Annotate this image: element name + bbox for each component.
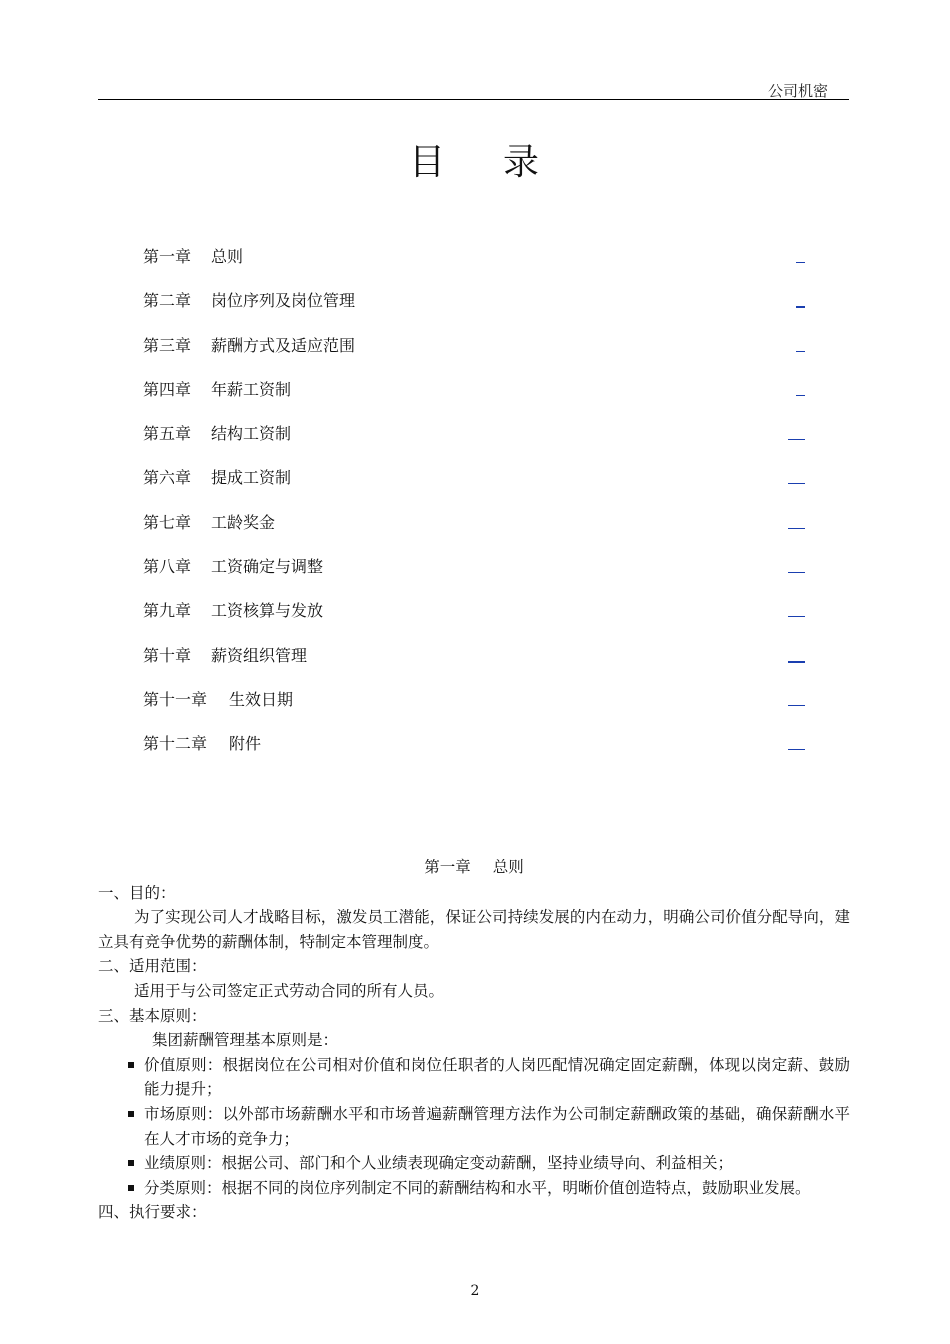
toc-chapter-number: 第八章 [143, 557, 192, 577]
header-rule [98, 99, 849, 100]
toc-item[interactable] [143, 598, 805, 642]
toc-chapter-number: 第十章 [143, 645, 192, 665]
toc-page-link[interactable] [796, 337, 805, 352]
toc-chapter-number: 第三章 [143, 335, 192, 355]
bullet-icon [128, 1062, 134, 1068]
toc-page-link[interactable] [788, 558, 805, 573]
toc-chapter-name: 工资核算与发放 [211, 601, 324, 621]
page-number: 2 [470, 1283, 480, 1299]
list-item: 业绩原则：根据公司、部门和个人业绩表现确定变动薪酬，坚持业绩导向、利益相关； [98, 1151, 850, 1176]
toc-item[interactable] [143, 244, 805, 288]
toc-chapter-number: 第五章 [143, 424, 192, 444]
toc-item[interactable] [143, 288, 805, 332]
toc-chapter-name: 结构工资制 [211, 424, 292, 444]
toc-item[interactable] [143, 510, 805, 554]
bullet-icon [128, 1160, 134, 1166]
principles-list [98, 1053, 850, 1201]
toc-chapter-name: 年薪工资制 [211, 379, 292, 399]
toc-item[interactable] [143, 731, 805, 775]
table-of-contents [143, 244, 805, 776]
toc-chapter-name: 工龄奖金 [211, 512, 276, 532]
header-confidential-label: 公司机密 [767, 82, 828, 100]
section-heading: 二、适用范围： [98, 957, 207, 976]
toc-title [0, 134, 950, 185]
list-item: 价值原则：根据岗位在公司相对价值和岗位任职者的人岗匹配情况确定固定薪酬，体现以岗定薪、鼓励能力提升； [98, 1053, 850, 1102]
toc-chapter-number: 第九章 [143, 601, 192, 621]
toc-chapter-number: 第十二章 [143, 734, 208, 754]
chapter-heading-name: 总则 [492, 858, 524, 876]
toc-item[interactable] [143, 333, 805, 377]
toc-page-link[interactable] [788, 602, 805, 617]
toc-page-link[interactable] [796, 381, 805, 396]
toc-chapter-number: 第七章 [143, 512, 192, 532]
toc-item[interactable] [143, 687, 805, 731]
section-intro: 集团薪酬管理基本原则是： [152, 1031, 339, 1050]
section-paragraph: 适用于与公司签定正式劳动合同的所有人员。 [134, 981, 445, 1000]
toc-chapter-number: 第四章 [143, 379, 192, 399]
toc-chapter-number: 第二章 [143, 291, 192, 311]
toc-page-link[interactable] [796, 292, 805, 308]
toc-chapter-name: 总则 [211, 247, 244, 266]
toc-chapter-name: 附件 [229, 734, 262, 754]
toc-page-link[interactable] [788, 735, 805, 750]
chapter-heading [98, 855, 850, 880]
toc-chapter-name: 提成工资制 [211, 468, 292, 488]
toc-item[interactable] [143, 554, 805, 598]
document-body [98, 855, 850, 1225]
toc-chapter-name: 生效日期 [229, 689, 294, 709]
bullet-icon [128, 1185, 134, 1191]
toc-item[interactable] [143, 377, 805, 421]
toc-item[interactable] [143, 421, 805, 465]
chapter-heading-number: 第一章 [424, 858, 471, 876]
toc-page-link[interactable] [788, 691, 805, 706]
toc-title-left: 目 [408, 142, 447, 183]
bullet-icon [128, 1111, 134, 1117]
toc-chapter-name: 薪资组织管理 [211, 645, 308, 665]
section-paragraph: 为了实现公司人才战略目标，激发员工潜能，保证公司持续发展的内在动力，明确公司价值分配导向，建立具有竞争优势的薪酬体制，特制定本管理制度。 [98, 908, 850, 951]
list-item: 分类原则：根据不同的岗位序列制定不同的薪酬结构和水平，明晰价值创造特点，鼓励职业发展。 [98, 1176, 850, 1201]
toc-page-link[interactable] [788, 647, 805, 663]
toc-chapter-name: 工资确定与调整 [211, 557, 324, 577]
toc-chapter-number: 第十一章 [143, 689, 208, 709]
section-heading: 三、基本原则： [98, 1006, 207, 1025]
toc-page-link[interactable] [788, 425, 805, 440]
toc-item[interactable] [143, 465, 805, 509]
toc-page-link[interactable] [788, 469, 805, 484]
section-heading: 一、目的： [98, 883, 176, 902]
toc-title-right: 录 [503, 142, 542, 183]
toc-page-link[interactable] [796, 248, 805, 263]
toc-item[interactable] [143, 643, 805, 687]
section-heading: 四、执行要求： [98, 1203, 207, 1222]
toc-chapter-name: 岗位序列及岗位管理 [211, 291, 356, 311]
toc-page-link[interactable] [788, 514, 805, 529]
toc-chapter-name: 薪酬方式及适应范围 [211, 335, 356, 355]
toc-chapter-number: 第六章 [143, 468, 192, 488]
toc-chapter-number: 第一章 [143, 247, 192, 266]
list-item: 市场原则：以外部市场薪酬水平和市场普遍薪酬管理方法作为公司制定薪酬政策的基础，确保薪酬水平在人才市场的竞争力； [98, 1102, 850, 1151]
